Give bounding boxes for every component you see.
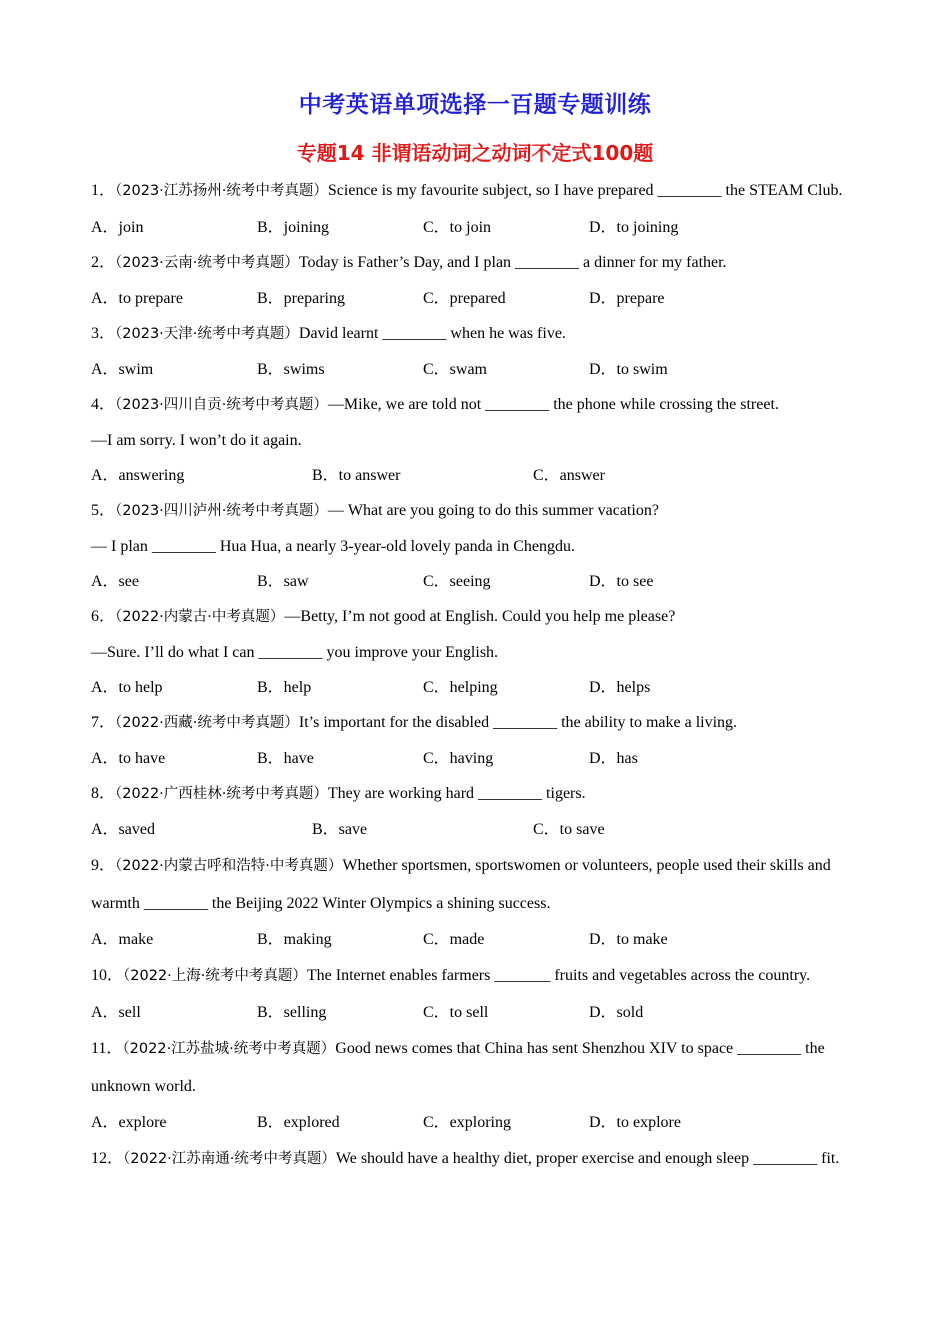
question-source: （2022·内蒙古呼和浩特·中考真题） [115,858,343,874]
question-number: 12． [91,1150,124,1167]
question-number: 4． [91,396,116,413]
question-stem [91,957,866,995]
option-c: C．seeing [423,573,491,590]
question-stem [91,1140,866,1178]
option-row [91,922,866,957]
option-a: A．explore [91,1114,167,1131]
option-a: A．to help [91,679,163,696]
question-source: （2023·江苏扬州·统考中考真题） [115,183,328,199]
dialog-line: — I plan ________ Hua Hua, a nearly 3-year-old lovely panda in Chengdu. [91,538,575,555]
option-a: A．swim [91,361,154,378]
question-text: Science is my favourite subject, so I have prepared ________ the STEAM Club. [327,182,843,199]
question-number: 11． [91,1040,123,1057]
dialog-line: —Sure. I’ll do what I can ________ you improve your English. [91,644,499,661]
question-text: —Mike, we are told not ________ the phone while crossing the street. [327,396,779,413]
option-c: C．answer [533,467,605,484]
option-b: B．joining [257,219,330,236]
question-10 [91,957,866,1030]
question-11 [91,1030,866,1140]
option-b: B．to answer [312,467,401,484]
question-stem [91,245,866,281]
question-source: （2023·四川泸州·统考中考真题） [115,503,328,519]
option-b: B．help [257,679,312,696]
question-number: 3． [91,325,116,342]
option-d: D．prepare [589,290,665,307]
question-5 [91,493,866,599]
question-source: （2023·云南·统考中考真题） [115,255,299,271]
option-d: D．helps [589,679,651,696]
option-row [91,210,866,245]
question-number: 8． [91,785,116,802]
question-text: David learnt ________ when he was five. [298,325,566,342]
question-source: （2022·上海·统考中考真题） [123,968,307,984]
question-12 [91,1140,866,1178]
question-stem [91,599,866,635]
question-stem [91,172,866,210]
question-source: （2022·广西桂林·统考中考真题） [115,786,328,802]
question-text: We should have a healthy diet, proper exercise and enough sleep ________ fit. [335,1150,840,1167]
page-title: 中考英语单项选择一百题专题训练 [298,92,652,118]
question-number: 10． [91,967,124,984]
page-subtitle: 专题14 非谓语动词之动词不定式100题 [296,141,654,165]
option-row [91,1105,866,1140]
question-number: 7． [91,714,116,731]
question-number: 5． [91,502,116,519]
option-c: C．prepared [423,290,506,307]
question-stem [91,1030,866,1105]
option-c: C．to save [533,821,605,838]
question-number: 2． [91,254,116,271]
option-d: D．to explore [589,1114,681,1131]
option-a: A．saved [91,821,155,838]
option-b: B．explored [257,1114,340,1131]
option-b: B．preparing [257,290,345,307]
question-2 [91,245,866,316]
option-c: C．swam [423,361,488,378]
question-text: They are working hard ________ tigers. [327,785,586,802]
option-d: D．has [589,750,638,767]
option-d: D．to see [589,573,654,590]
option-d: D．to swim [589,361,668,378]
question-7 [91,705,866,776]
question-number: 1． [91,182,116,199]
option-b: B．selling [257,1004,327,1021]
option-row [91,281,866,316]
option-a: A．see [91,573,139,590]
question-text: Good news comes that China has sent Shenzhou XIV to space ________ the unknown world. [91,1040,825,1095]
option-d: D．to joining [589,219,679,236]
option-a: A．to prepare [91,290,183,307]
question-source: （2022·西藏·统考中考真题） [115,715,299,731]
option-a: A．to have [91,750,166,767]
option-b: B．making [257,931,332,948]
option-b: B．saw [257,573,309,590]
question-8 [91,776,866,847]
option-row [91,812,866,847]
question-source: （2022·江苏南通·统考中考真题） [123,1151,336,1167]
option-b: B．save [312,821,368,838]
option-c: C．exploring [423,1114,511,1131]
question-4 [91,387,866,493]
option-a: A．answering [91,467,185,484]
option-row [91,564,866,599]
option-row [91,995,866,1030]
option-a: A．make [91,931,154,948]
option-a: A．sell [91,1004,141,1021]
question-stem [91,776,866,812]
question-stem [91,847,866,922]
question-1 [91,172,866,245]
question-text: Whether sportsmen, sportswomen or volunteers, people used their skills and warmth ________ the Beijing 2022 Winter Olympics a shining success. [91,857,831,912]
option-c: C．to sell [423,1004,489,1021]
question-stem [91,493,866,529]
option-row [91,458,866,493]
question-9 [91,847,866,957]
option-row [91,352,866,387]
question-source: （2023·天津·统考中考真题） [115,326,299,342]
dialog-line: —I am sorry. I won’t do it again. [91,432,302,449]
option-a: A．join [91,219,144,236]
question-stem [91,387,866,423]
question-6 [91,599,866,705]
option-row [91,741,866,776]
question-number: 6． [91,608,116,625]
option-b: B．have [257,750,314,767]
option-d: D．sold [589,1004,644,1021]
option-c: C．to join [423,219,492,236]
question-list [91,172,866,1178]
question-text: It’s important for the disabled ________ the ability to make a living. [298,714,738,731]
question-text: — What are you going to do this summer vacation? [327,502,659,519]
question-3 [91,316,866,387]
question-stem [91,705,866,741]
question-source: （2022·江苏盐城·统考中考真题） [122,1041,336,1057]
question-text: The Internet enables farmers _______ fruits and vegetables across the country. [306,967,811,984]
option-b: B．swims [257,361,325,378]
question-text: —Betty, I’m not good at English. Could you help me please? [284,608,676,625]
option-c: C．having [423,750,494,767]
question-source: （2022·内蒙古·中考真题） [115,609,285,625]
option-c: C．helping [423,679,498,696]
option-d: D．to make [589,931,668,948]
question-number: 9． [91,857,116,874]
question-source: （2023·四川自贡·统考中考真题） [115,397,328,413]
option-c: C．made [423,931,485,948]
question-text: Today is Father’s Day, and I plan ________ a dinner for my father. [298,254,727,271]
option-row [91,670,866,705]
question-stem [91,316,866,352]
